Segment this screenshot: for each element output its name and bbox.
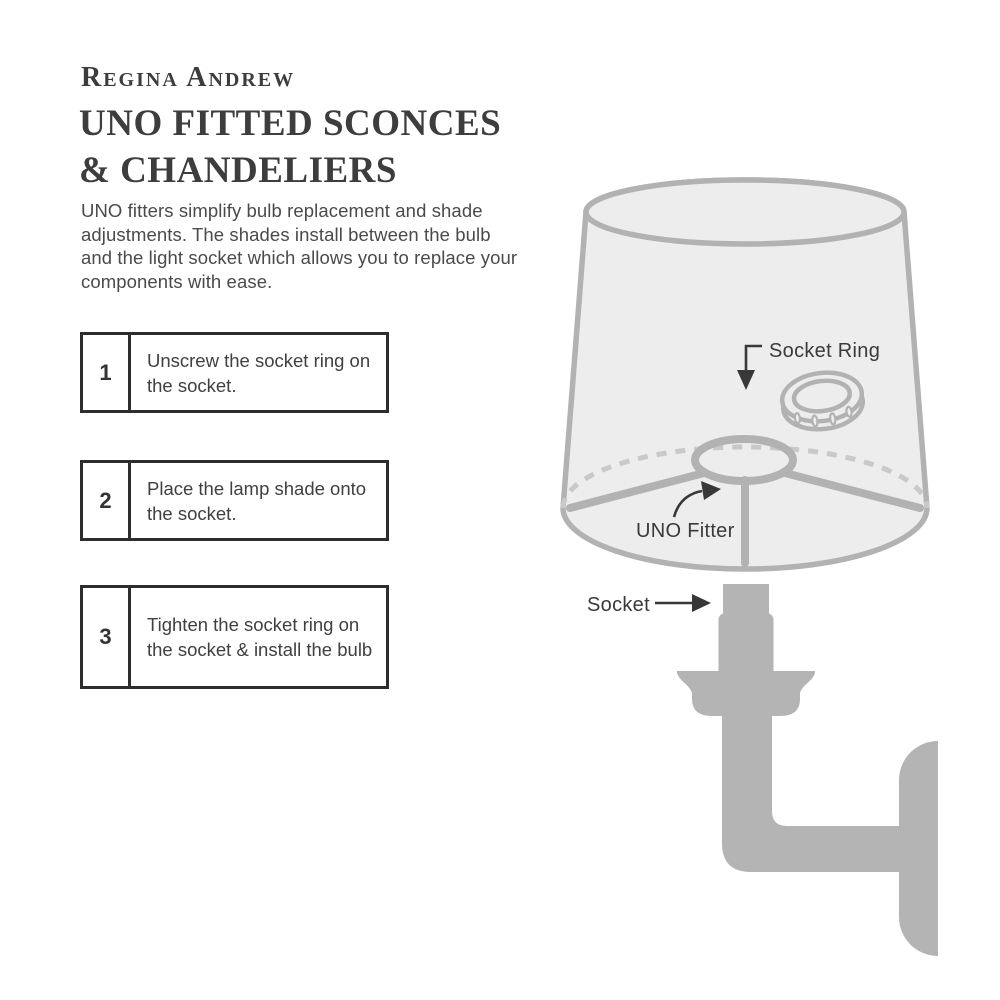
title-line-2: & CHANDELIERS [79,150,397,191]
uno-fitter-label: UNO Fitter [636,520,735,542]
title-line-1: UNO FITTED SCONCES [79,103,502,144]
step-2-number: 2 [83,463,131,538]
brand-name: Regina Andrew [81,62,296,93]
socket-arrowhead-icon [692,594,711,612]
shade-top-rim [586,180,904,244]
step-1-number: 1 [83,335,131,410]
step-2-text: Place the lamp shade onto the socket. [147,477,367,524]
intro-paragraph: UNO fitters simplify bulb replacement and shade adjustments. The shades install between the bulb and the light socket which allows you to replace your components with ease. [81,200,518,292]
step-3-number: 3 [83,588,131,686]
wall-mount-plate [899,741,938,956]
step-3-text: Tighten the socket ring on the socket & install the bulb [147,614,373,660]
socket-neck [719,613,774,677]
socket-label: Socket [587,594,650,616]
sconce-hardware [677,584,938,956]
sconce-arm [722,714,903,872]
bobeche-cup [677,671,815,716]
step-1-text: Unscrew the socket ring on the socket. [147,349,371,396]
socket-ring-label: Socket Ring [769,340,881,362]
socket-tube [723,584,769,618]
